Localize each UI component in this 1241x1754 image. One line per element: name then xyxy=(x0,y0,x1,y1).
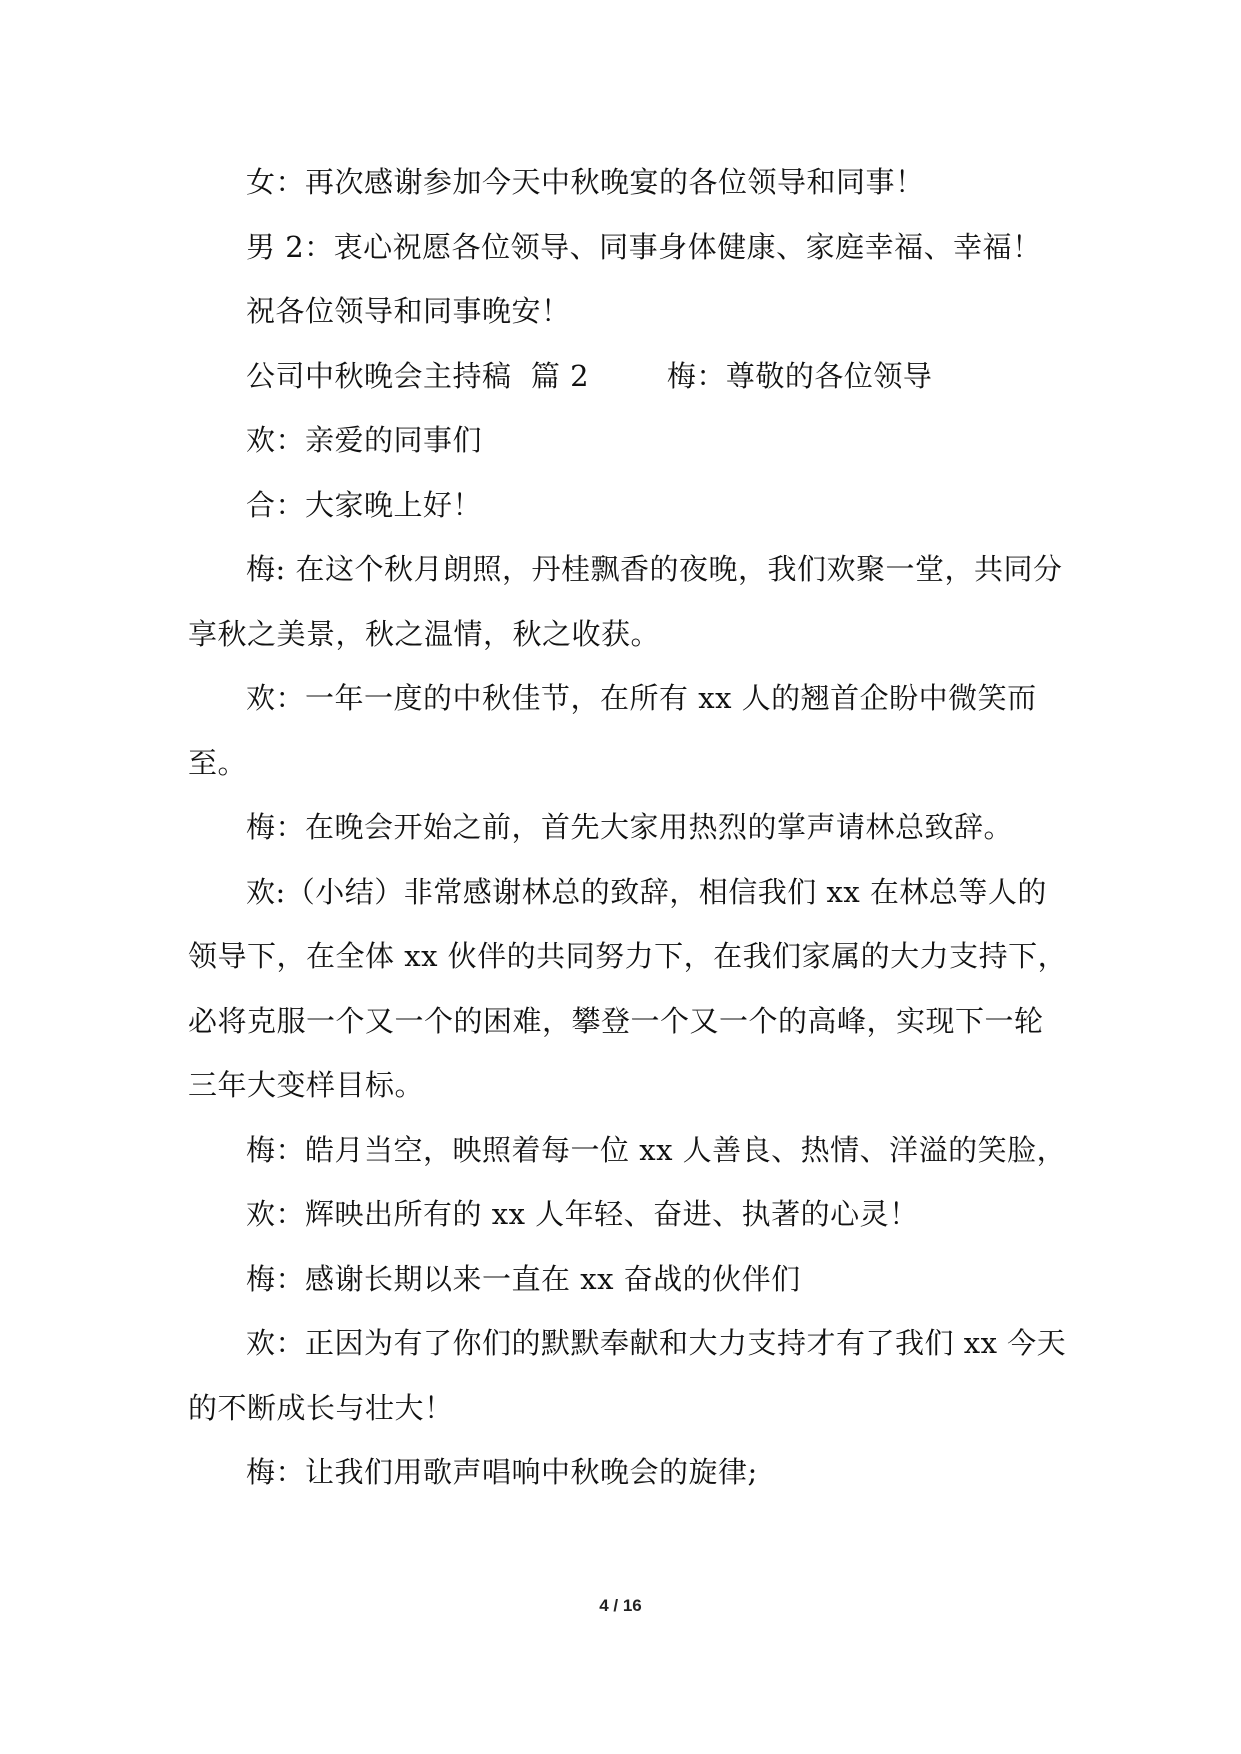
page-number: 4 / 16 xyxy=(599,1596,642,1615)
paragraph: 欢:（小结）非常感谢林总的致辞，相信我们 xx 在林总等人的领导下，在全体 xx 伙伴的共同努力下，在我们家属的大力支持下，必将克服一个又一个的困难，攀登一个又一个的高峰，实现下一轮三年大变样目标。 xyxy=(188,874,1068,1102)
document-body xyxy=(188,150,1068,1505)
paragraph: 合：大家晚上好！ xyxy=(246,487,483,522)
paragraph: 欢：辉映出所有的 xx 人年轻、奋进、执著的心灵！ xyxy=(246,1197,919,1231)
paragraph: 欢：正因为有了你们的默默奉献和大力支持才有了我们 xx 今天的不断成长与壮大！ xyxy=(188,1326,1067,1425)
paragraph: 梅: 在这个秋月朗照，丹桂飘香的夜晚，我们欢聚一堂，共同分享秋之美景，秋之温情，秋之收获。 xyxy=(188,552,1063,651)
paragraph: 梅：让我们用歌声唱响中秋晚会的旋律; xyxy=(246,1455,758,1489)
paragraph: 公司中秋晚会主持稿 篇 2 梅：尊敬的各位领导 xyxy=(246,358,933,393)
paragraph: 祝各位领导和同事晚安！ xyxy=(246,294,571,328)
paragraph: 欢：亲爱的同事们 xyxy=(246,423,483,457)
paragraph: 男 2：衷心祝愿各位领导、同事身体健康、家庭幸福、幸福！ xyxy=(246,229,1042,264)
paragraph: 梅：皓月当空，映照着每一位 xx 人善良、热情、洋溢的笑脸， xyxy=(246,1132,1067,1167)
paragraph: 梅：感谢长期以来一直在 xx 奋战的伙伴们 xyxy=(246,1261,801,1296)
paragraph: 欢：一年一度的中秋佳节，在所有 xx 人的翘首企盼中微笑而至。 xyxy=(188,681,1037,780)
paragraph: 女：再次感谢参加今天中秋晚宴的各位领导和同事！ xyxy=(246,165,925,199)
paragraph: 梅：在晚会开始之前，首先大家用热烈的掌声请林总致辞。 xyxy=(246,810,1014,844)
